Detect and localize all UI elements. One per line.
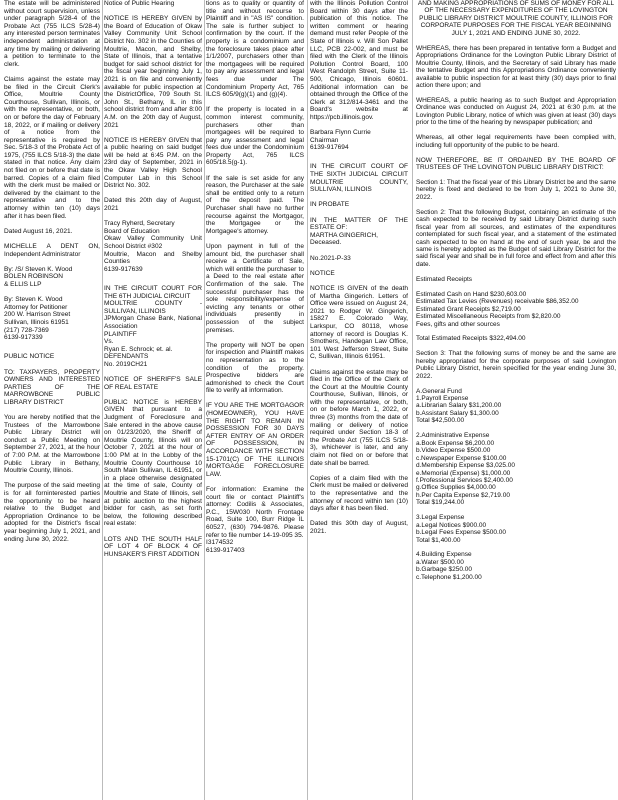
notice-paragraph: Tracy Ryherd, Secretary Board of Education Okaw Valley Community Unit School District #302 Moultrie, Macon and Shelby Counties 6139-917639 [104,220,202,273]
notice-paragraph: Claims against the estate may be filed in the Office of the Clerk of the Court at the Moultrie County Courthouse, Sullivan, Illinois, or with the representative, or both, on or before March 1, 2022, or three (3) months from the date of mailing or delivery of notice required under Section 18-3 of the Probate Act (755 ILCS 5/18-3), whichever is later, and any claim not filed on or before that date shall be barred. [310,368,408,467]
notice-paragraph: IN THE MATTER OF THE ESTATE OF: MARTHA GINGERICH, Deceased. [310,216,408,247]
column-divider [307,0,308,800]
notice-paragraph: Dated this 20th day of August, 2021 [104,197,202,213]
notice-paragraph: MICHELLE A DENT ON, Independent Administrator [4,243,100,258]
column-3 [206,0,304,800]
notice-paragraph: Section 3: That the following sums of money be and the same are hereby appropriated for the corporate purposes of said Lovington Public Library District, herein specified for the year ending June 30, 2022. [416,350,616,380]
notice-paragraph: WHEREAS, a public hearing as to such Budget and Appropriation Ordinance was conducted on August 24, 2021 at 6:30 p.m. at the Lovington Public Library, notice of which was given at least (30) days prior to the time of the hearing by newspaper publication; and [416,97,616,127]
notice-paragraph: tions as to quality or quantity of title and without recourse to Plaintiff and in "AS IS" condition. The sale is further subject to confirmation by the court. If the property is a condominium and the foreclosure takes place after 1/1/2007, purchasers other than the mortgagees will be required to pay any assessment and legal fees due under The Condominium Property Act, 765 ILCS 605/9(g)(1) and (g)(4). [206,0,304,99]
notice-paragraph: LOTS AND THE SOUTH HALF OF LOT 4 OF BLOCK 4 OF HUNSAKER'S FIRST ADDITION [104,535,202,558]
ordinance-heading: AND MAKING APPROPRIATIONS OF SUMS OF MONEY FOR ALL OF THE NECESSARY EXPENDITURES OF THE LOVINGTON PUBLIC LIBRARY DISTRICT MOULTRIE COUNTY, ILLINOIS FOR CORPORATE PURPOSES FOR THE FISCAL YEAR BEGINNING JULY 1, 2021 AND ENDING JUNE 30, 2022. [417,0,615,37]
notice-paragraph: NOTICE IS HEREBY GIVEN by the Board of Education of Okaw Valley Community Unit School District No. 302 in the Counties of Moultrie, Macon, and Shelby, State of Illinois, that a tentative budget for said school district for the fiscal year beginning July 1, 2021 is on file and conveniently available for public inspection at the DistrictOffice, 709 South St. John St., Bethany, IL in this school district from and after 8:00 A.M. on the 20th day of August, 2021 [104,15,202,129]
notice-paragraph: Estimated Receipts [416,275,472,283]
notice-paragraph: For information: Examine the court file or contact Plaintiff's attorney: Codilis & Associates, P.C., 15W030 North Frontage Road, Suite 100, Burr Ridge IL 60527, (630) 794-9876. Please refer to file number 14-19-095 35. I3174532 6139-917403 [206,486,304,554]
notice-paragraph: A.General Fund 1.Payroll Expense a.Librarian Salary $31,200.00 b.Assistant Salary $1,300.00 Total $42,500.00 [416,387,502,425]
notice-paragraph: NOTICE IS HEREBY GIVEN that a public hearing on said budget will be held at 6:45 P.M. on the 23rd day of September, 2021 in the Okaw Valley High School Computer Lab in this School District No. 302. [104,136,202,190]
notice-paragraph: Total Estimated Receipts $322,494.00 [416,335,526,343]
notice-paragraph: Upon payment in full of the amount bid, the purchaser shall receive a Certificate of Sale, which will entitle the purchaser to a Deed to the real estate after Confirmation of the sale. The successful purchaser has the sole responsibility/expense of evicting any tenants or other individuals presently in possession of the subject premises. [206,243,304,334]
notice-paragraph: WHEREAS, there has been prepared in tentative form a Budget and Appropriations Ordinance for the Lovington Public Library District of Moultrie County, Illinois, and the Secretary of said Library has made the tentative Budget and this Appropriations Ordinance conveniently available to public inspection for at least thirty (30) days prior to final action there upon; and [416,44,616,90]
notice-paragraph: By: /S/ Steven K. Wood BOLEN ROBINSON & ELLIS LLP [4,265,73,288]
notice-paragraph: Estimated Cash on Hand $230,603.00 Estimated Tax Levies (Revenues) receivable $86,352.00 Estimated Grant Receipts $2,719.00 Estimated Miscellaneous Receipts from $2,820.00 Fees, gifts and other sources [416,290,579,328]
notice-paragraph: PUBLIC NOTICE [4,353,55,361]
notice-paragraph: Dated this 30th day of August, 2021. [310,520,408,535]
notice-paragraph: Claims against the estate may be filed in the Circuit Clerk's Office, Moultrie County Courthouse, Sullivan, Illinois, or with the representative, or both, on or before the day of February 18, 2022, or if mailing or delivery of a notice from the representative is required by Sec. 5/18-3 of the Probate Act of 1975, (755 ILCS 5/18-3) the date stated in that notice. Any claim not filed on or before that date is barred. Copies of a claim filed with the clerk must be mailed or delivered by the claimant to the representative and to the attorney within ten (10) days after it has been filed. [4,75,100,220]
notice-paragraph: PUBLIC NOTICE is HEREBY GIVEN that pursuant to a Judgment of Foreclosure and Sale entered in the above cause on 01/23/2020, the Sheriff of Moultrie County, Illinois will on October 7, 2021 at the hour of 1:00 PM at In the Lobby of the Moultrie County Courthouse 10 South Main Sullivan, IL 61951, or in a place otherwise designated at the time of sale, County of Moultrie and State of Illinois, sell at public auction to the highest bidder for cash, as set forth below, the following described real estate: [104,398,202,528]
notice-paragraph: Dated August 16, 2021. [4,227,73,235]
notice-paragraph: TO: TAXPAYERS, PROPERTY OWNERS AND INTERESTED PARTIES OF THE MARROWBONE PUBLIC LIBRARY DISTRICT [4,368,100,406]
notice-paragraph: The property will NOT be open for inspection and Plaintiff makes no representation as to the condition of the property. Prospective bidders are admonished to check the Court file to verify all information. [206,341,304,395]
notice-paragraph: Section 2: That the following Budget, containing an estimate of the cash expected to be received by said Library District during such fiscal year from all sources, and estimates of the expenditures contemplated for such fiscal year, and a statement of the estimated cash expected to be on hand at the end of such year, be and the same is hereby adopted as the Budget of said Library District for the said fiscal year and shall be in full force and effect from and after this date. [416,208,616,268]
notice-paragraph: The purpose of the said meeting is for all forninterested parties the opportunity to be heard relative to the Budget and Appropriation Ordinance to be adopted for the District's fiscal year beginning July 1, 2021, and ending June 30, 2022. [4,482,100,543]
column-2 [104,0,202,800]
notice-paragraph: Notice of Public Hearing [104,0,175,7]
column-5 [416,0,616,800]
notice-paragraph: No.2021-P-33 [310,254,351,262]
notice-paragraph: 3.Legal Expense a.Legal Notices $900.00 b.Legal Fees Expense $500.00 Total $1,400.00 [416,514,506,544]
notice-paragraph: The estate will be administered without court supervision, unless under paragraph 5/28-4 of the Probate Act (755 ILCS 5/28-4) any interested person terminates independent administration at any time by mailing or delivering a petition to terminate to the clerk. [4,0,100,68]
notice-paragraph: Section 1: That the fiscal year of this Library District be and the same hereby is fixed and declared to be from July 1, 2021 to June 30, 2022. [416,178,616,201]
notice-paragraph: Barbara Flynn Currie Chairman 6139-917694 [310,129,371,152]
notice-paragraph: 2.Administrative Expense a.Book Expense $6,200.00 b.Video Expense $500.00 c.Newspaper Expense $100.00 d.Membership Expense $3,025.00 e.Memorial (Expense) $1,000.00 f.Professional Services $2,400.00 g.Office Supplies $4,000.00 h.Per Capita Expense $2,719.00 Total $19,244.00 [416,432,516,507]
notice-paragraph: IN PROBATE [310,201,350,209]
notice-paragraph: IF YOU ARE THE MORTGAGOR (HOMEOWNER), YOU HAVE THE RIGHT TO REMAIN IN POSSESSION FOR 30 DAYS AFTER ENTRY OF AN ORDER OF POSSESSION, IN ACCORDANCE WITH SECTION 15-1701(C) OF THE ILLINOIS MORTGAGE FORECLOSURE LAW. [206,402,304,478]
column-4 [310,0,408,800]
column-divider [102,0,103,800]
notice-paragraph: IN THE CIRCUIT COURT OF THE SIXTH JUDICIAL CIRCUIT MOULTRIE COUNTY, SULLIVAN, ILLINOIS [310,163,408,194]
notice-paragraph: If the sale is set aside for any reason, the Purchaser at the sale shall be entitled only to a return of the deposit paid. The Purchaser shall have no further recourse against the Mortgagor, the Mortgagee or the Mortgagee's attorney. [206,174,304,235]
column-divider [204,0,205,800]
notice-paragraph: NOTICE IS GIVEN of the death of Martha Gingerich. Letters of Office were issued on August 24, 2021 to Rodger W. Gingerich, 15827 E. Colorado Way, Larkspur, CO 80118, whose attorney of record is Douglas K. Smothers, Handegan Law Office, 101 West Jefferson Street, Suite C, Sullivan, Illinois 61951. [310,284,408,361]
notice-paragraph: If the property is located in a common interest community, purchasers other than mortgagees will be required to pay any assessment and legal fees due under the Condominium Property Act, 765 ILCS 605/18.5(g-1). [206,106,304,167]
notice-paragraph: 4.Building Expense a.Water $500.00 b.Garbage $250.00 c.Telephone $1,200.00 [416,551,482,581]
column-1 [4,0,100,800]
notice-paragraph: NOTICE [310,269,335,277]
notice-paragraph: NOTICE OF SHERIFF'S SALE OF REAL ESTATE [104,376,202,391]
notice-paragraph: with the Illinois Pollution Control Board within 30 days after the publication of this notice. The written comment or hearing demand must refer People of the State of Illinois v. Will Son Pallet LLC, PCB 22-002, and must be filed with the Clerk of the Illinois Pollution Control Board, 100 West Randolph Street, Suite 11-500, Chicago, Illinois 60601. Additional information can be obtained through the Office of the Clerk at 312/814-3461 and the Board's website at https://pcb.illinois.gov. [310,0,408,121]
notice-paragraph: By: Steven K. Wood Attorney for Petitioner 200 W. Harrison Street Sullivan, Illinois 61951 (217) 728-7369 6139-917339 [4,296,71,342]
notice-paragraph: You are hereby notified that the Trustees of the Marrowbone Public Library District will conduct a Public Meeting on September 27, 2021, at the hour of 7:00 P.M. at the Marrowbone Public Library in Bethany, Moultrie County, Illinois. [4,414,100,475]
notice-paragraph: NOW THEREFORE, BE IT ORDAINED BY THE BOARD OF TRUSTEES OF THE LOVINGTON PUBLIC LIBRARY DISTRICT: [416,156,616,172]
notice-paragraph: IN THE CIRCUIT COURT FOR THE 6TH JUDICIAL CIRCUIT MOULTRIE COUNTY - SULLIVAN, ILLINOIS JPMorgan Chase Bank, National Association PLAINTIFF Vs. Ryan E. Schrock; et. al. DEFENDANTS No. 2019CH21 [104,284,202,368]
notice-paragraph: Whereas, all other legal requirements have been complied with, including full opportunity of the public to be heard. [416,134,616,149]
notice-paragraph: Copies of a claim filed with the Clerk must be mailed or delivered to the representative and the attorney of record within ten (10) days after it has been filed. [310,474,408,513]
column-divider [412,0,413,800]
